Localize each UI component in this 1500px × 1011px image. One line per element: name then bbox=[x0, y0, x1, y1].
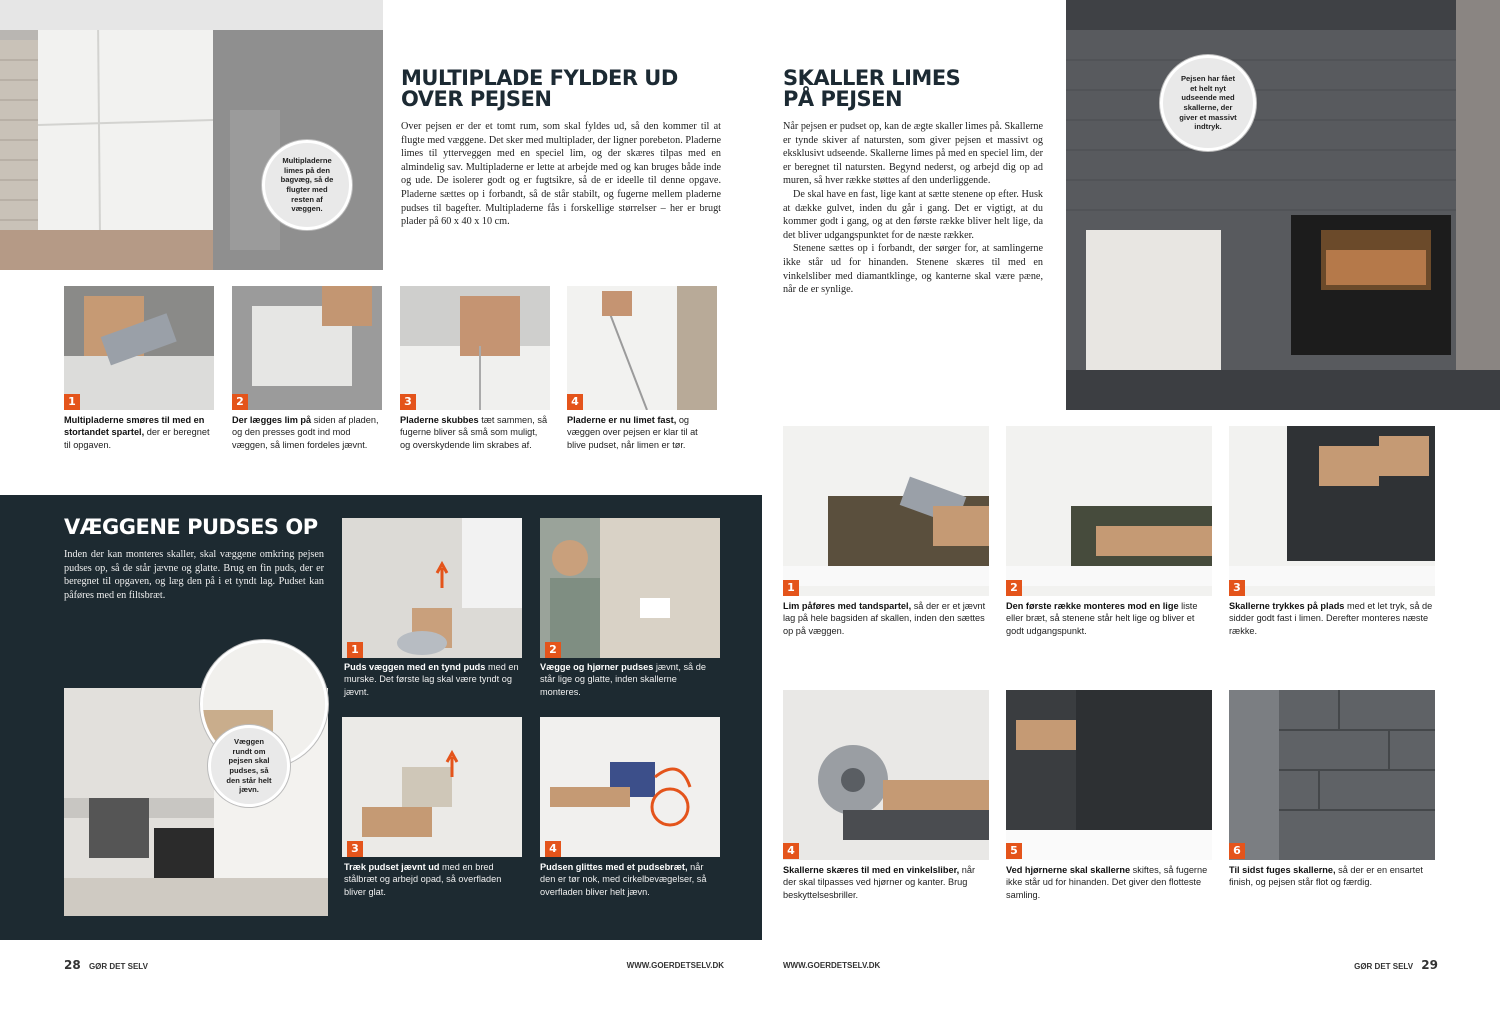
right-title-line2: PÅ PEJSEN bbox=[783, 87, 903, 111]
bubble-multiplader bbox=[262, 140, 352, 230]
skaller-number-5: 5 bbox=[1006, 843, 1022, 859]
skaller-photo-1 bbox=[783, 426, 989, 596]
skaller-caption-1 bbox=[783, 600, 989, 637]
pudse-photo-3 bbox=[342, 717, 522, 857]
skaller-photo-5 bbox=[1006, 690, 1212, 860]
step-number-2: 2 bbox=[232, 394, 248, 410]
pudse-caption-4-rest: når den er tør nok, med cirkelbevægelser, så overfladen bliver helt jævn. bbox=[540, 862, 707, 897]
right-paragraph-1: Når pejsen er pudset op, kan de ægte skaller limes på. Skallerne er tynde skiver af natursten, som giver pejsen et massivt og eksklusivt udseende. Skallerne limes på med en speciel lim, der er beregnet til natursten. Begynd nederst, og arbejd dig op ad muren, så hver række støttes af den underliggende. bbox=[783, 121, 1043, 187]
skaller-caption-6-rest: så der er en ensartet finish, og pejsen står flot og færdig. bbox=[1229, 865, 1423, 888]
step-caption-2-rest: siden af pladen, og den presses godt ind mod væggen, så limen fordeles jævnt. bbox=[232, 415, 379, 450]
section1-title-line1: MULTIPLADE FYLDER UD bbox=[401, 66, 678, 90]
step-caption-1-rest: der er beregnet til opgaven. bbox=[64, 427, 210, 450]
skaller-caption-4-rest: når der skal tilpasses ved hjørner og kanter. Brug beskyttelsesbriller. bbox=[783, 865, 976, 900]
skaller-caption-5 bbox=[1006, 864, 1212, 901]
bubble-pudset-text bbox=[208, 725, 290, 807]
skaller-photo-6 bbox=[1229, 690, 1435, 860]
dark-panel-vaeggene bbox=[0, 495, 762, 940]
pudse-photo-1 bbox=[342, 518, 522, 658]
skaller-caption-3 bbox=[1229, 600, 1435, 637]
section1-paragraph: Over pejsen er der et tomt rum, som skal fyldes ud, så den kommer til at flugte med væggene. Det sker med multiplader, der ligner porebeton. Pladerne limes til ytterveggen med en speciel lim, og der skæres tilpas med en almindelig sav. Multipladerne er lette at arbejde med og kan bruges både inde og ude. De isolerer godt og er fugtsikre, så de er ideelle til denne opgave. Pladerne sættes op i forbandt, så de står stabilt, og fugerne mellem pladerne pudses til bagefter. Multipladerne fås i forskellige størrelser – her er brugt plader på 60 x 40 x 10 cm. bbox=[401, 121, 721, 228]
step-number-3: 3 bbox=[400, 394, 416, 410]
right-paragraph-3: Stenene sættes op i forbandt, der sørger for, at samlingerne ikke står ud for hinanden. Stenene skæres til med en vinkelsliber med diamantklinge, og kanterne skal være pæne, når de er synlige. bbox=[783, 243, 1043, 296]
skaller-number-6: 6 bbox=[1229, 843, 1245, 859]
step-photo-1 bbox=[64, 286, 214, 410]
skaller-caption-1-bold: Lim påføres med tandspartel, bbox=[783, 601, 912, 611]
skaller-caption-3-rest: med et let tryk, så de sidder godt fast i limen. Derefter monteres næste række. bbox=[1229, 601, 1433, 636]
skaller-caption-3-bold: Skallerne trykkes på plads bbox=[1229, 601, 1345, 611]
pudse-caption-1 bbox=[344, 661, 522, 698]
skaller-caption-2-rest: liste eller bræt, så stenene står helt lige og bliver et godt udgangspunkt. bbox=[1006, 601, 1198, 636]
step-photo-2 bbox=[232, 286, 382, 410]
pudse-photo-2 bbox=[540, 518, 720, 658]
step-caption-3 bbox=[400, 414, 550, 451]
section1-title-line2: OVER PEJSEN bbox=[401, 87, 552, 111]
pudse-caption-4-bold: Pudsen glittes med et pudsebræt, bbox=[540, 862, 688, 872]
step-number-1: 1 bbox=[64, 394, 80, 410]
section2-paragraph: Inden der kan monteres skaller, skal væggene omkring pejsen pudses op, så de står jævne og glatte. Brug en fin puds, der er beregnet til opgaven, og læg den på i et tyndt lag. Pudset kan påføres med en filtsbræt. bbox=[64, 549, 324, 601]
pudse-number-2: 2 bbox=[545, 642, 561, 658]
skaller-caption-2 bbox=[1006, 600, 1212, 637]
step-caption-4-bold: Pladerne er nu limet fast, bbox=[567, 415, 677, 425]
footer-left-url: WWW.GOERDETSELV.DK bbox=[626, 961, 724, 970]
pudse-caption-3-rest: med en bred stålbræt og arbejd opad, så overfladen bliver glat. bbox=[344, 862, 502, 897]
skaller-number-1: 1 bbox=[783, 580, 799, 596]
pudse-caption-3-bold: Træk pudset jævnt ud bbox=[344, 862, 440, 872]
skaller-number-4: 4 bbox=[783, 843, 799, 859]
footer-right-url: WWW.GOERDETSELV.DK bbox=[783, 961, 881, 970]
page-number-right: 29 bbox=[1421, 958, 1438, 972]
step-caption-4 bbox=[567, 414, 717, 451]
skaller-number-3: 3 bbox=[1229, 580, 1245, 596]
bubble-text: Multipladerne limes på den bagvæg, så de flugter med resten af væggen. bbox=[280, 156, 334, 214]
skaller-caption-1-rest: så der er et jævnt lag på hele bagsiden af skallen, inden den sættes op på væggen. bbox=[783, 601, 986, 636]
skaller-caption-5-bold: Ved hjørnerne skal skallerne bbox=[1006, 865, 1131, 875]
skaller-number-2: 2 bbox=[1006, 580, 1022, 596]
step-number-4: 4 bbox=[567, 394, 583, 410]
photo-multiplader-wall bbox=[0, 0, 383, 270]
step-caption-3-rest: tæt sammen, så fugerne bliver så små som muligt, og overskydende lim skrabes af. bbox=[400, 415, 548, 450]
skaller-caption-2-bold: Den første række monteres mod en lige bbox=[1006, 601, 1179, 611]
step-caption-3-bold: Pladerne skubbes bbox=[400, 415, 479, 425]
step-photo-4 bbox=[567, 286, 717, 410]
skaller-photo-4 bbox=[783, 690, 989, 860]
skaller-caption-4-bold: Skallerne skæres til med en vinkelsliber, bbox=[783, 865, 960, 875]
section2-title: VÆGGENE PUDSES OP bbox=[64, 515, 318, 539]
pudse-number-3: 3 bbox=[347, 841, 363, 857]
footer-left bbox=[64, 958, 724, 972]
skaller-photo-3 bbox=[1229, 426, 1435, 596]
step-caption-2-bold: Der lægges lim på bbox=[232, 415, 312, 425]
section1-title bbox=[401, 68, 701, 110]
pudse-caption-2-bold: Vægge og hjørner pudses bbox=[540, 662, 654, 672]
section1-body bbox=[401, 120, 721, 276]
footer-right-mag: GØR DET SELV bbox=[1354, 962, 1414, 971]
pudse-caption-1-bold: Puds væggen med en tynd puds bbox=[344, 662, 486, 672]
right-section-body bbox=[783, 120, 1043, 416]
skaller-caption-4 bbox=[783, 864, 989, 901]
pudse-number-4: 4 bbox=[545, 841, 561, 857]
bubble-finished bbox=[1160, 55, 1256, 151]
skaller-caption-6-bold: Til sidst fuges skallerne, bbox=[1229, 865, 1336, 875]
pudse-caption-2 bbox=[540, 661, 720, 698]
pudse-caption-3 bbox=[344, 861, 522, 898]
pudse-number-1: 1 bbox=[347, 642, 363, 658]
bubble-pudset-label: Væggen rundt om pejsen skal pudses, så den står helt jævn. bbox=[226, 737, 272, 795]
step-caption-1 bbox=[64, 414, 214, 451]
skaller-caption-6 bbox=[1229, 864, 1435, 889]
right-paragraph-2: De skal have en fast, lige kant at sætte stenene op efter. Husk at dække gulvet, inden du går i gang. Det er vigtigt, at du kommer godt i gang, og at den første række bliver helt lige, da det bliver udgangspunktet for de næste rækker. bbox=[783, 188, 1043, 241]
page-number-left: 28 bbox=[64, 958, 81, 972]
pudse-caption-4 bbox=[540, 861, 720, 898]
step-caption-2 bbox=[232, 414, 382, 451]
step-caption-4-rest: og væggen over pejsen er klar til at blive pudset, når limen er tør. bbox=[567, 415, 698, 450]
step-caption-1-bold: Multipladerne smøres til med en stortandet spartel, bbox=[64, 415, 205, 438]
skaller-caption-5-rest: skiftes, så fugerne ikke står ud for hinanden. Det giver den flotteste samling. bbox=[1006, 865, 1208, 900]
right-title-line1: SKALLER LIMES bbox=[783, 66, 961, 90]
skaller-photo-2 bbox=[1006, 426, 1212, 596]
pudse-caption-1-rest: med en murske. Det første lag skal være tyndt og jævnt. bbox=[344, 662, 519, 697]
pudse-photo-4 bbox=[540, 717, 720, 857]
step-photo-3 bbox=[400, 286, 550, 410]
footer-left-mag: GØR DET SELV bbox=[88, 962, 148, 971]
right-section-title bbox=[783, 68, 1063, 110]
bubble-finished-text: Pejsen har fået et helt nyt udseende med skallerne, der giver et massivt indtryk. bbox=[1179, 74, 1237, 132]
photo-finished-fireplace bbox=[1066, 0, 1500, 410]
pudse-caption-2-rest: jævnt, så de står lige og glatte, inden skallerne monteres. bbox=[540, 662, 706, 697]
